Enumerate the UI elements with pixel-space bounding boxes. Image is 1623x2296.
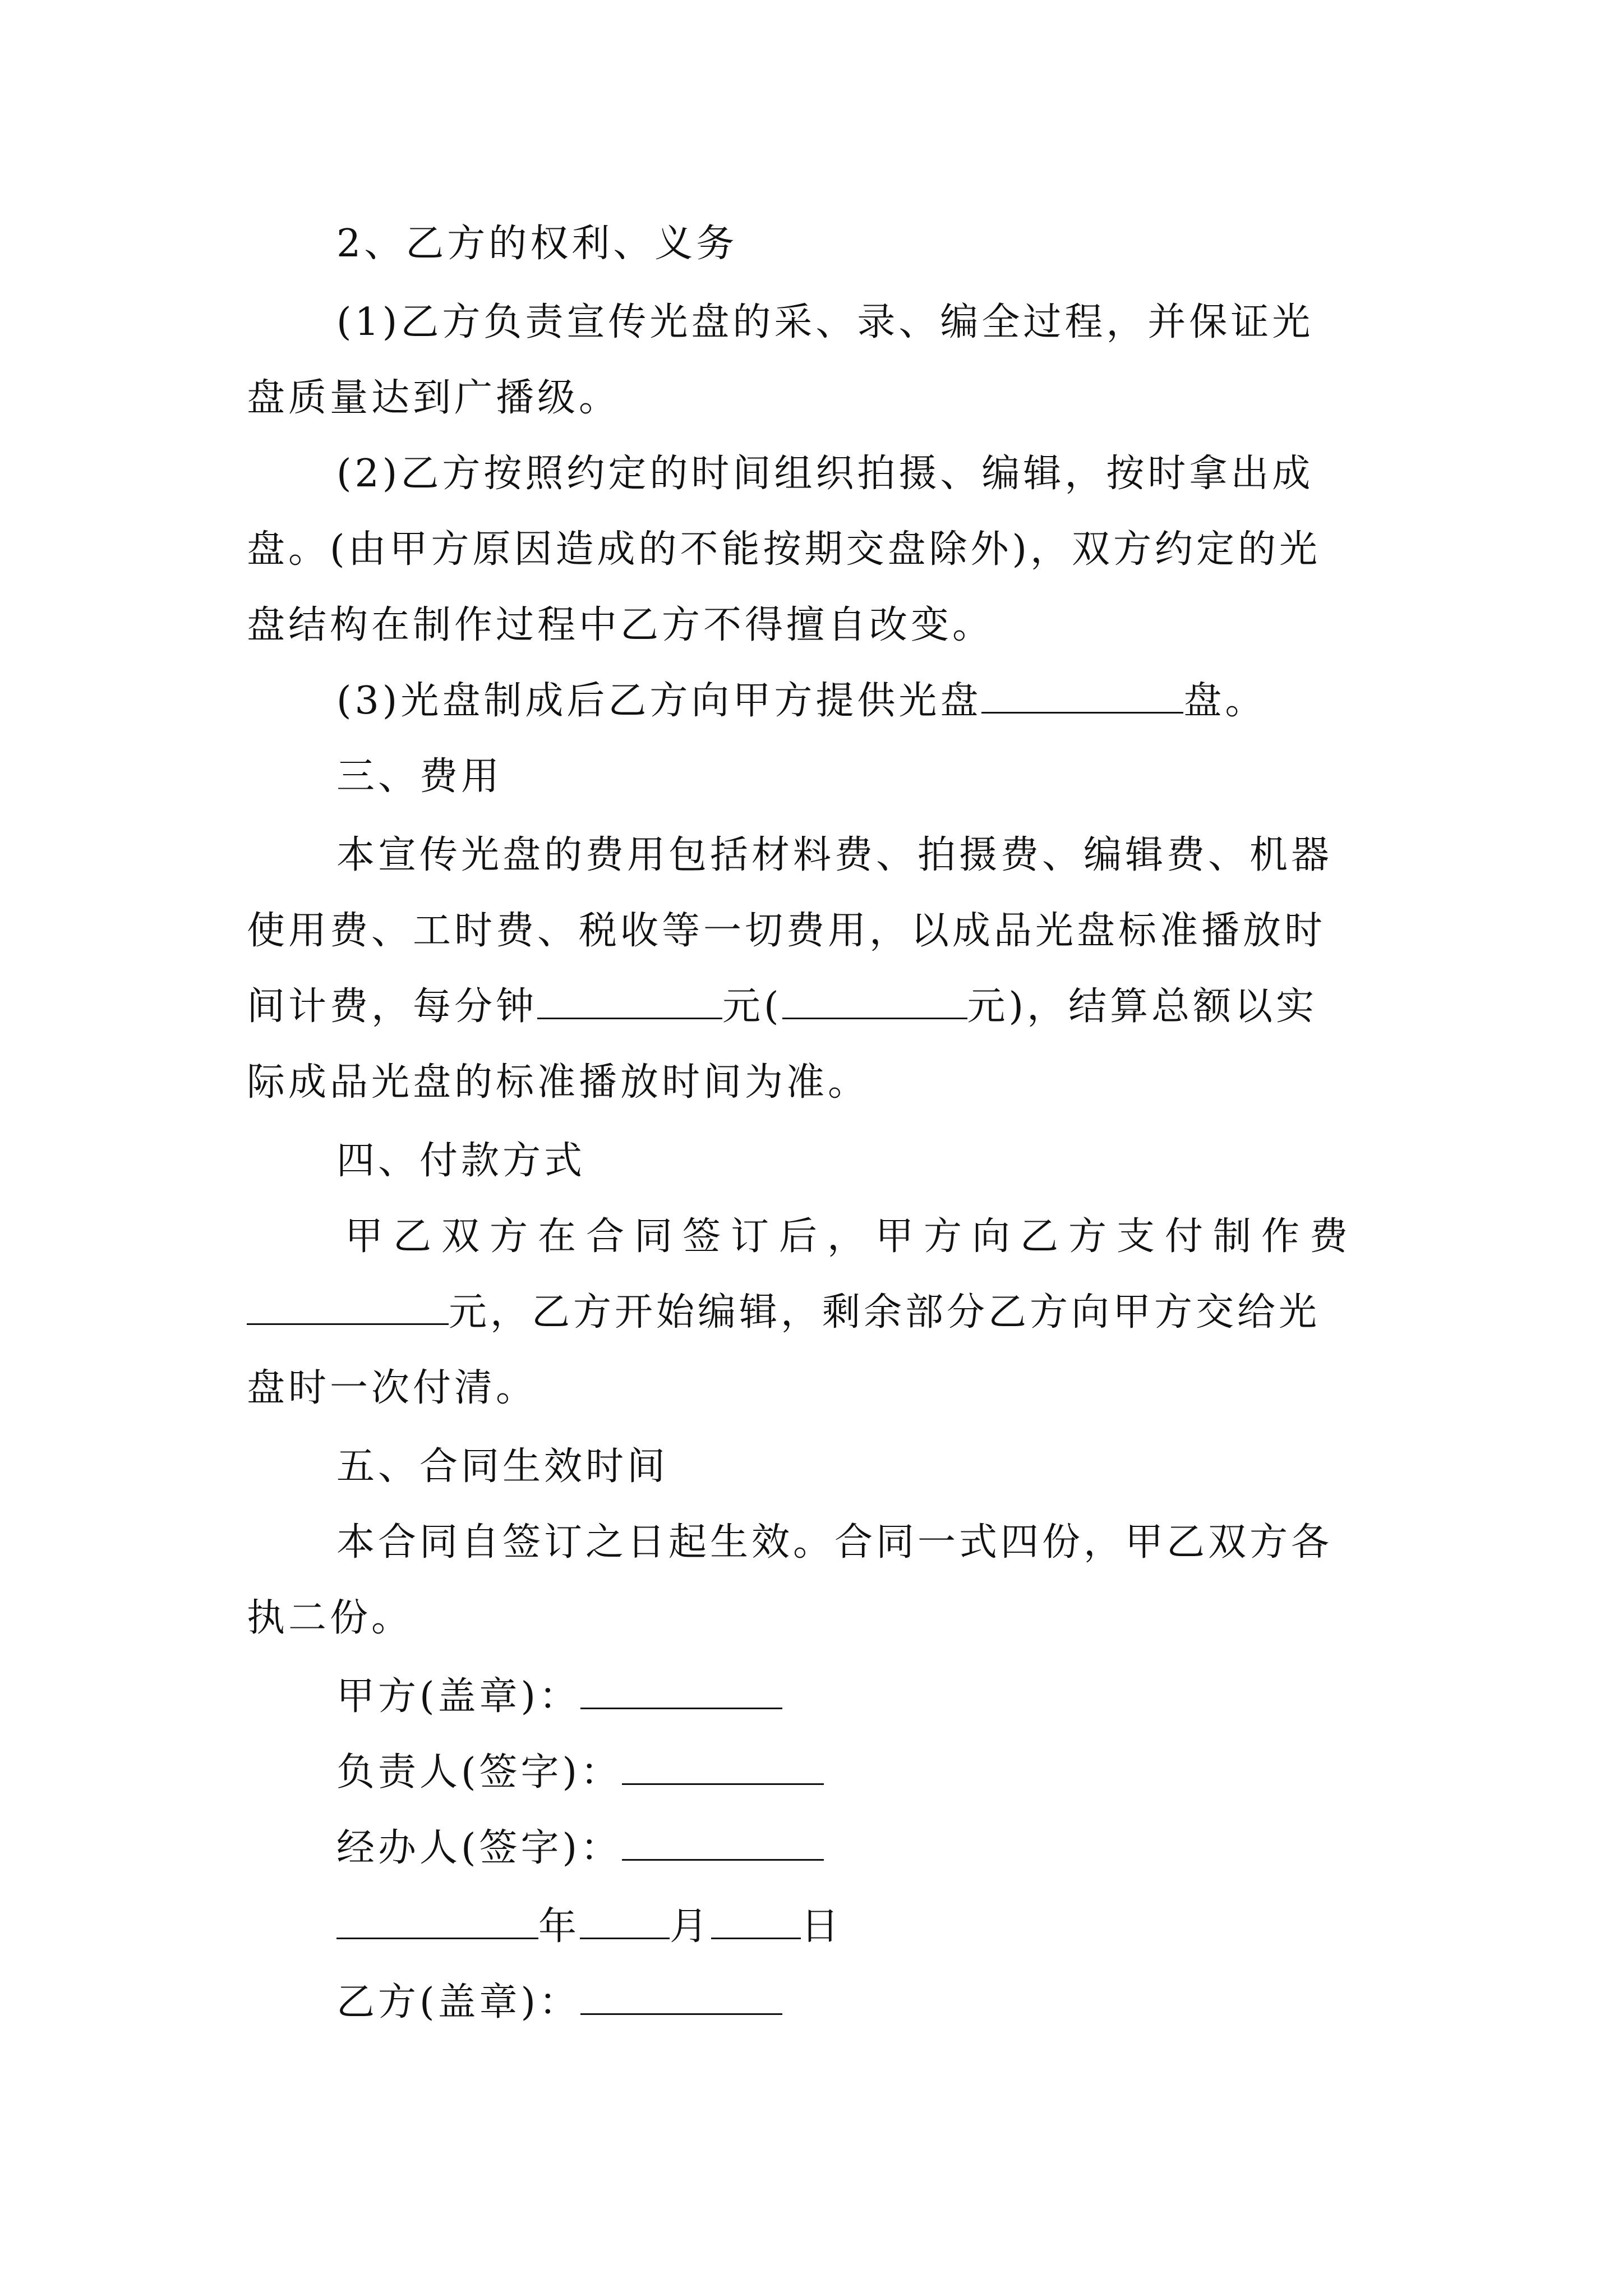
section-heading-party-b-rights [336,216,1481,272]
effective-line-2 [247,1590,1391,1646]
per-minute-fee-blank [537,984,722,1019]
text: 元)，结算总额以实 [967,984,1318,1029]
payment-line-1 [345,1209,1489,1265]
text: (2)乙方按照约定的时间组织拍摄、编辑，按时拿出成 [336,452,1314,496]
text: 年 [538,1904,580,1949]
text: 月 [670,1904,712,1949]
month-blank [580,1904,670,1939]
text: (1)乙方负责宣传光盘的采、录、编全过程，并保证光 [336,300,1314,344]
text: 三、费用 [336,754,503,799]
text: 乙方(盖章)： [336,1980,581,2024]
text: 执二份。 [247,1596,413,1640]
text: 元，乙方开始编辑，剩余部分乙方向甲方交给光 [449,1290,1321,1335]
clause-2-line-1 [336,446,1481,502]
text: 本合同自签订之日起生效。合同一式四份，甲乙双方各 [336,1520,1333,1565]
clause-1-line-1 [336,295,1481,351]
text: 元( [722,984,782,1029]
text: 2、乙方的权利、义务 [336,222,738,266]
text: 间计费，每分钟 [247,984,538,1029]
party-a-seal-line [336,1669,1481,1725]
payment-line-3 [247,1360,1391,1416]
day-blank [711,1904,801,1939]
text: 本宣传光盘的费用包括材料费、拍摄费、编辑费、机器 [336,833,1333,877]
fees-line-1 [336,827,1481,884]
text: 际成品光盘的标准播放时间为准。 [247,1060,870,1105]
section-heading-fees [336,749,1481,805]
clause-1-line-2 [247,370,1391,426]
text: 盘。 [1183,679,1267,723]
production-fee-blank [247,1290,449,1325]
text: 甲方(盖章)： [336,1674,581,1719]
handler-blank [622,1825,824,1861]
text: 盘。(由甲方原因造成的不能按期交盘除外)，双方约定的光 [247,527,1321,572]
text: 四、付款方式 [336,1139,586,1183]
section-heading-effective-date [336,1439,1481,1495]
effective-line-1 [336,1515,1481,1571]
date-line [336,1899,1481,1955]
responsible-person-line [336,1745,1481,1801]
per-minute-fee-uppercase-blank [782,984,967,1019]
text: 盘时一次付清。 [247,1366,538,1410]
party-a-seal-blank [580,1674,782,1709]
text: (3)光盘制成后乙方向甲方提供光盘 [336,679,982,723]
text: 盘结构在制作过程中乙方不得擅自改变。 [247,603,994,647]
text: 负责人(签字)： [336,1750,623,1795]
fees-line-2 [247,903,1391,959]
handler-line [336,1820,1481,1876]
responsible-person-blank [622,1750,824,1785]
year-blank [336,1904,538,1939]
text: 盘质量达到广播级。 [247,376,621,420]
clause-2-line-3 [247,597,1391,654]
text: 甲乙双方在合同签订后，甲方向乙方支付制作费 [345,1214,1358,1259]
text: 五、合同生效时间 [336,1444,669,1489]
party-b-seal-blank [580,1980,782,2015]
text: 日 [801,1904,843,1949]
fees-line-4 [247,1055,1391,1111]
payment-line-2 [247,1285,1391,1341]
fees-line-3 [247,979,1391,1035]
text: 使用费、工时费、税收等一切费用，以成品光盘标准播放时 [247,909,1326,953]
section-heading-payment [336,1133,1481,1189]
text: 经办人(签字)： [336,1826,623,1870]
clause-2-line-2 [247,522,1391,578]
clause-3-line-1 [336,673,1481,729]
party-b-seal-line [336,1975,1481,2031]
disc-quantity-blank [981,678,1183,714]
